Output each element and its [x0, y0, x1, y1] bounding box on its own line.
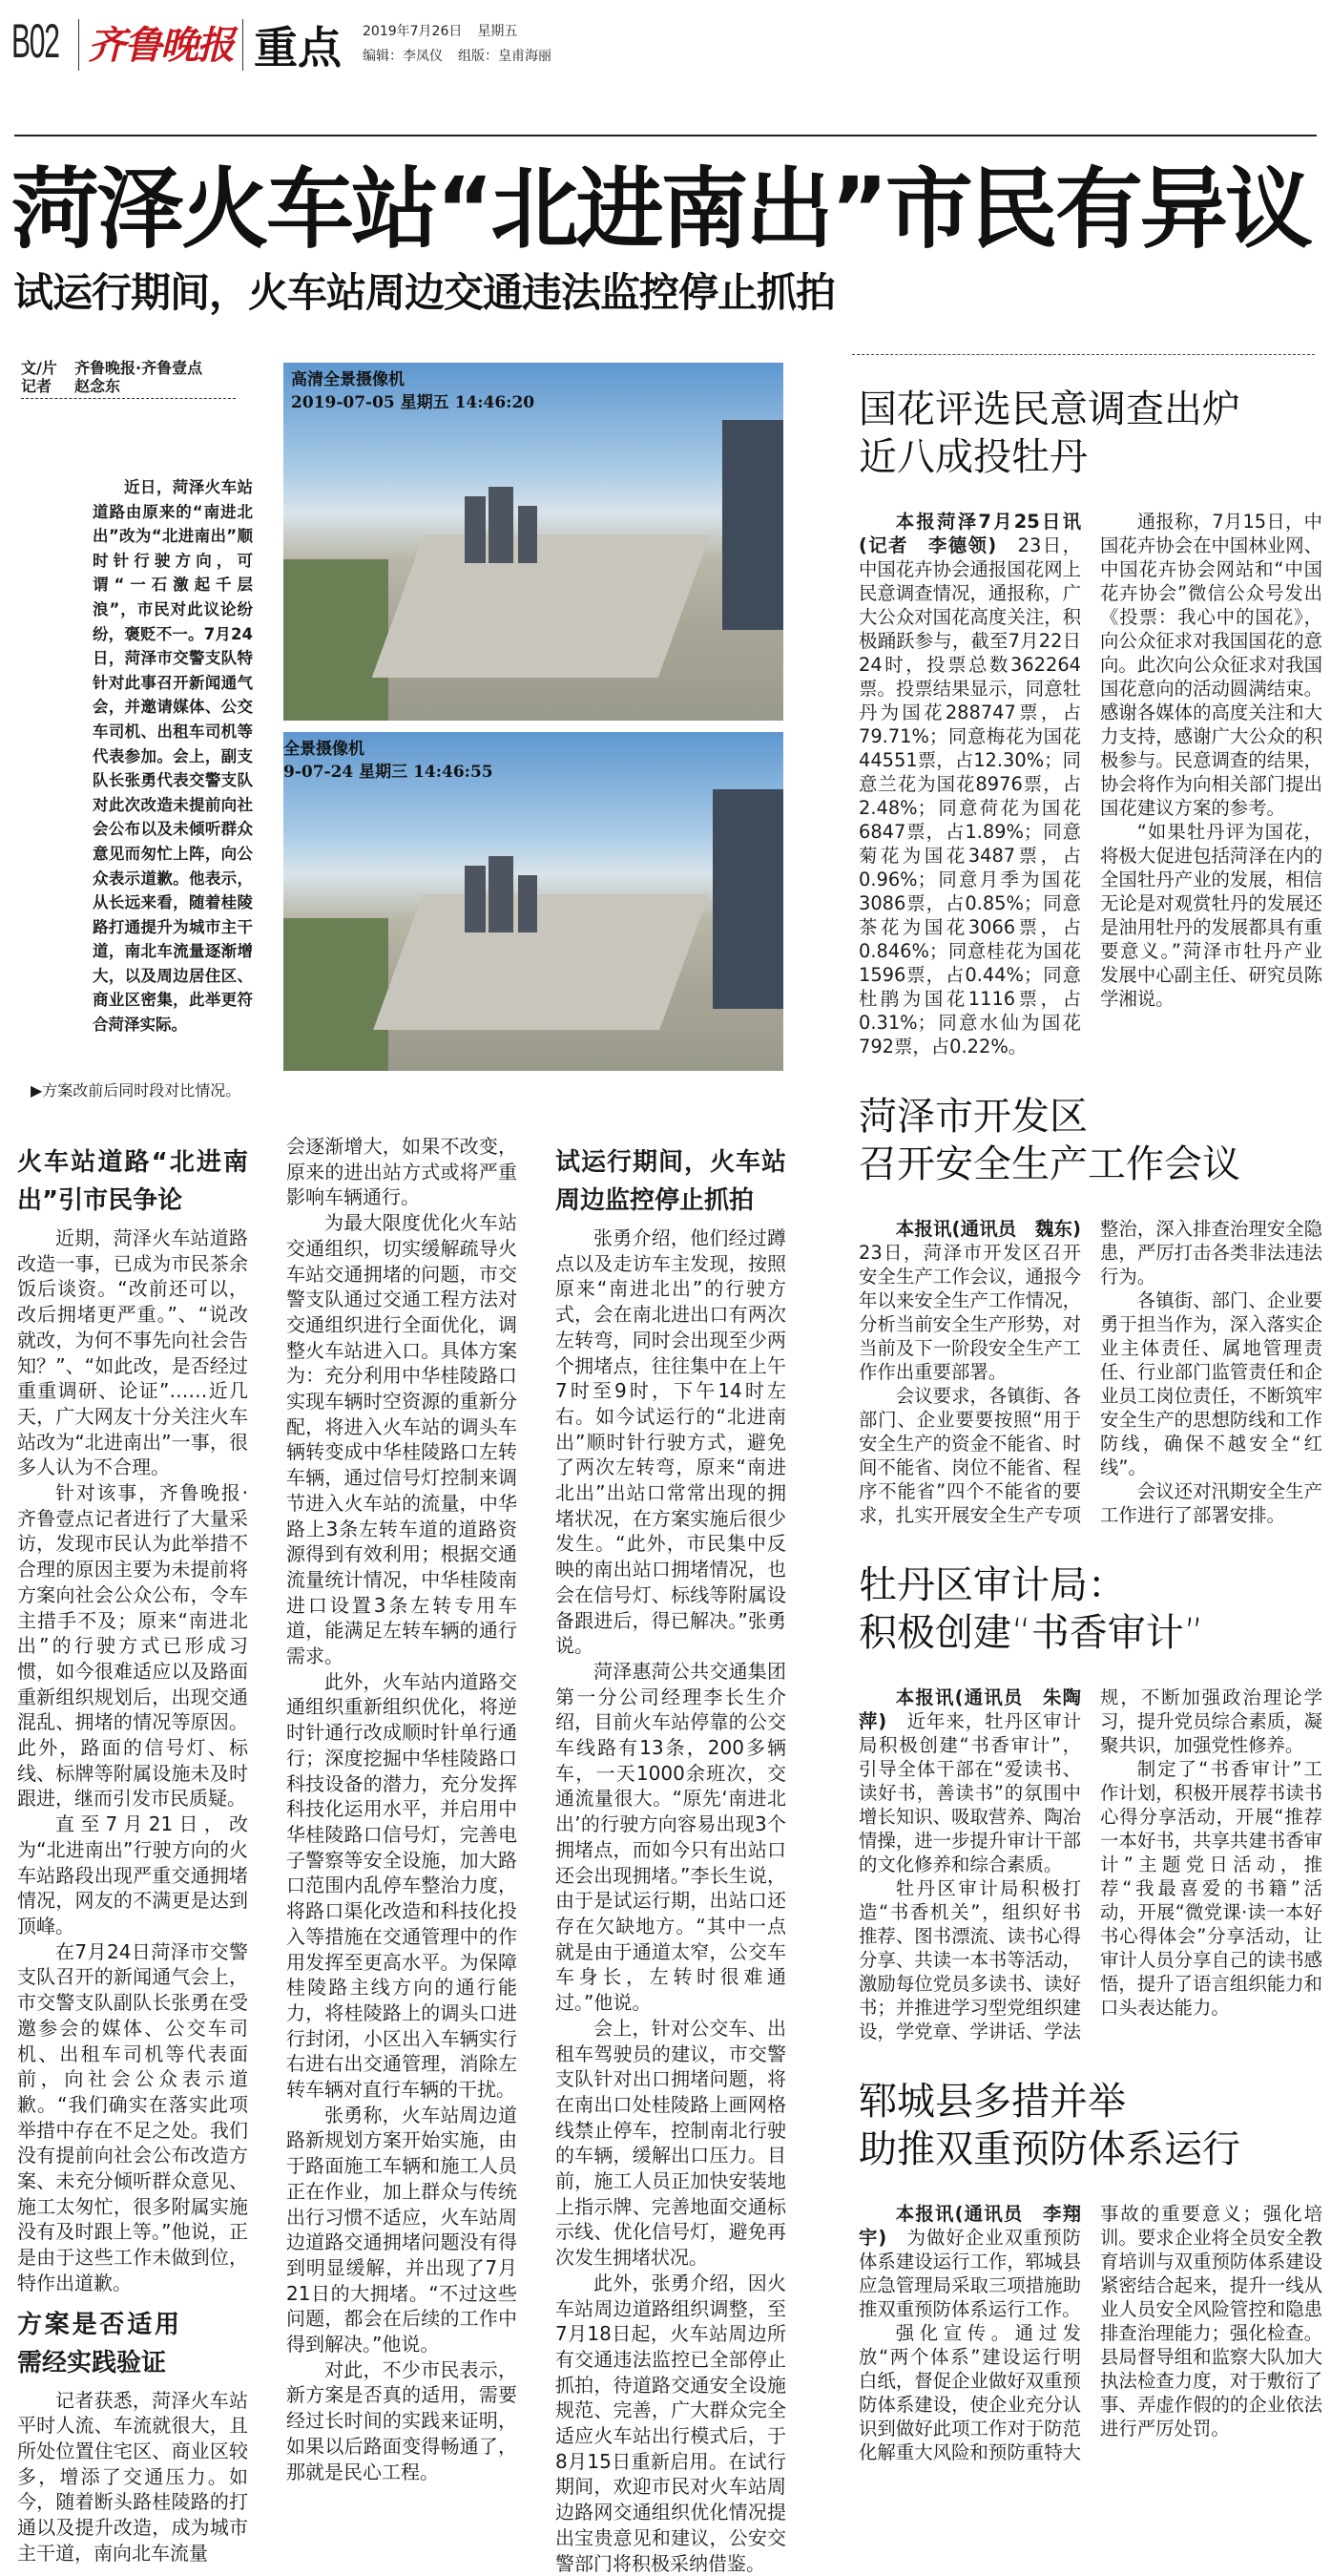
- article: [859, 2078, 1322, 2464]
- main-headline: 菏泽火车站“北进南出”市民有异议: [11, 158, 1310, 261]
- layout-editor: 组版：皇甫海丽: [458, 49, 551, 64]
- photo-caption: ▶方案改前后同时段对比情况。: [31, 1081, 241, 1100]
- photo-after: [283, 732, 783, 1071]
- article-headline: [859, 1093, 1322, 1188]
- lead-column-2: [286, 1134, 517, 2484]
- headline-line: 积极创建“书香审计”: [859, 1611, 1204, 1655]
- byline-label: 文/片: [21, 359, 57, 377]
- divider: [242, 19, 243, 71]
- dateline: 本报讯(通讯员 魏东): [895, 1218, 1081, 1240]
- paragraph: 会议还对汛期安全生产工作进行了部署安排。: [1100, 1480, 1322, 1526]
- headline-line: 国花评选民意调查出炉: [859, 387, 1240, 431]
- paragraph: [859, 1686, 1081, 1876]
- paragraph: 会议要求，各镇街、各部门、企业要要按照“用于安全生产的资金不能省、时间不能省、岗位不能省、程序不能省”四个不能省的要求，扎实开展安全生产专项整治，深入排查治理安全隐患，严厉打击各类非法违法行为。: [859, 1218, 1322, 1526]
- dateline: 本报讯(通讯员 朱陶萍): [859, 1686, 1081, 1732]
- editor: 编辑：李凤仪: [363, 49, 443, 64]
- paragraph: 牡丹区审计局积极打造“书香机关”，组织好书推荐、图书漂流、读书心得分享、共读一本书等活动，激励每位党员多读书、读好书；并推进学习型党组织建设，学党章、学讲话、学法规，不断加强政治理论学习，提升党员综合素质，凝聚共识，加强党性修养。: [859, 1686, 1322, 2042]
- byline-value: 赵念东: [74, 377, 121, 395]
- paragraph: 在7月24日菏泽市交警支队召开的新闻通气会上，市交警支队副队长张勇在受邀参会的媒体、公交车司机、出租车司机等代表面前，向社会公众表示道歉。“我们确实在落实此项举措中存在不足之处。我们没有提前向社会公布改造方案、未充分倾听群众意见、施工太匆忙，很多附属实施没有及时跟上等。”他说，正是由于这些工作未做到位，特作出道歉。: [17, 1939, 248, 2294]
- article: [859, 386, 1322, 1058]
- byline-label: 记者: [21, 377, 52, 395]
- page-number: B02: [11, 14, 59, 68]
- paragraph: 记者获悉，菏泽火车站平时人流、车流就很大，且所处位置住宅区、商业区较多，增添了交通压力。如今，随着断头路桂陵路的打通以及提升改造，成为城市主干道，南向北车流量: [17, 2388, 248, 2565]
- camera-name: 高清全景摄像机: [291, 370, 405, 389]
- paragraph: 制定了“书香审计”工作计划，积极开展荐书读书心得分享活动，开展“推荐一本好书，共享共建书香审计”主题党日活动，推荐“我最喜爱的书籍”活动，开展“微党课·读一本好书心得体会”分享活动，让审计人员分享自己的读书感悟，提升了语言组织能力和口头表达能力。: [1100, 1758, 1322, 2019]
- paragraph: [859, 2202, 1081, 2321]
- headline-line: 牡丹区审计局：: [859, 1563, 1126, 1607]
- article-headline: [859, 1561, 1322, 1657]
- byline: [21, 359, 236, 399]
- section-heading: 火车站道路“北进南出”引市民争论: [17, 1148, 248, 1215]
- paragraph: 强化宣传。通过发放“两个体系”建设运行明白纸，督促企业做好双重预防体系建设，使企业充分认识到做好此项工作对于防范化解重大风险和预防重特大事故的重要意义；强化培训。要求企业将全员安全教育培训与双重预防体系建设紧密结合起来，提升一线从业人员安全风险管控和隐患排查治理能力；强化检查。县局督导组和监察大队加大执法检查力度，对于敷衍了事、弄虚作假的的企业依法进行严厉处罚。: [859, 2203, 1322, 2463]
- date: 2019年7月26日: [363, 24, 463, 39]
- lead-intro: 近日，菏泽火车站道路由原来的“南进北出”改为“北进南出”顺时针行驶方向，可谓“一石激起千层浪”，市民对此议论纷纷，褒贬不一。7月24日，菏泽市交警支队特针对此事召开新闻通气会，并邀请媒体、公交车司机、出租车司机等代表参加。会上，副支队长张勇代表交警支队对此次改造未提前向社会公布以及未倾听群众意见而匆忙上阵，向公众表示道歉。他表示，从长远来看，随着桂陵路打通提升为城市主干道，南北车流量逐渐增大，以及周边居住区、商业区密集，此举更符合菏泽实际。: [93, 478, 253, 1035]
- article-body: [859, 2202, 1322, 2464]
- camera-timestamp: 9-07-24 星期三 14:46:55: [283, 763, 493, 782]
- paragraph: 此外，火车站内道路交通组织重新组织优化，将逆时针通行改成顺时针单行通行；深度挖掘中华桂陵路口科技设备的潜力，充分发挥科技化运用水平，并启用中华桂陵路口信号灯，完善电子警察等安全设施，加大路口范围内乱停车整治力度，将路口渠化改造和科技化投入等措施在交通管理中的作用发挥至更高水平。为保障桂陵路主线方向的通行能力，将桂陵路上的调头口进行封闭，小区出入车辆实行右进右出交通管理，消除左转车辆对直行车辆的干扰。: [286, 1669, 517, 2102]
- headline-line: 郓城县多措并举: [859, 2080, 1126, 2124]
- article-headline: [859, 386, 1322, 481]
- weekday: 星期五: [477, 24, 518, 39]
- credits: [363, 46, 567, 65]
- headline-line: 近八成投牡丹: [859, 435, 1088, 479]
- paragraph: [859, 1217, 1081, 1384]
- headline-line: 助推双重预防体系运行: [859, 2127, 1240, 2171]
- section-heading: 试运行期间，火车站周边监控停止抓拍: [555, 1148, 786, 1215]
- paragraph: 为最大限度优化火车站交通组织，切实缓解疏导火车站交通拥堵的问题，市交警支队通过交通工程方法对交通组织进行全面优化，调整火车站进入口。具体方案为：充分利用中华桂陵路口实现车辆时空资源的重新分配，将进入火车站的调头车辆转变成中华桂陵路口左转车辆，通过信号灯控制来调节进入火车站的流量，中华路上3条左转车道的道路资源得到有效利用；根据交通流量统计情况，中华桂陵南进口设置3条左转专用车道，能满足左转车辆的通行需求。: [286, 1211, 517, 1668]
- lead-column-1: [17, 1143, 248, 2566]
- paragraph-text: 23日，中国花卉协会通报国花网上民意调查情况，通报称，广大公众对国花高度关注，积极踊跃参与，截至7月22日24时，投票总数362264票。投票结果显示，同意牡丹为国花288747票，占79.71%；同意梅花为国花44551票，占12.30%；同意兰花为国花8976票，占2.48%；同意荷花为国花6847票，占1.89%；同意菊花为国花3487票，占0.96%；同意月季为国花3086票，占0.85%；同意茶花为国花3066票，占0.846%；同意桂花为国花1596票，占0.44%；同意杜鹃为国花1116票，占0.31%；同意水仙为国花792票，占0.22%。: [859, 534, 1081, 1058]
- camera-overlay: [283, 738, 493, 784]
- article: [859, 1561, 1322, 2043]
- article-headline: [859, 2078, 1322, 2173]
- dateline: 本报讯(通讯员 李翔宇): [859, 2203, 1081, 2249]
- newspaper-logo: 齐鲁晚报: [88, 23, 233, 68]
- paragraph-text: 近年来，牡丹区审计局积极创建“书香审计”，引导全体干部在“爱读书、读好书，善读书”的氛围中增长知识、吸取营养、陶冶情操，进一步提升审计干部的文化修养和综合素质。: [859, 1710, 1081, 1875]
- paragraph-text: 23日，菏泽市开发区召开安全生产工作会议，通报今年以来安全生产工作情况，分析当前安全生产形势，对当前及下一阶段安全生产工作作出重要部署。: [859, 1242, 1081, 1383]
- paragraph: 针对该事，齐鲁晚报·齐鲁壹点记者进行了大量采访，发现市民认为此举措不合理的原因主要为未提前将方案向社会公众公布，令车主措手不及；原来“南进北出”的行驶方式已形成习惯，如今很难适应以及路面重新组织规划后，出现交通混乱、拥堵的情况等原因。此外，路面的信号灯、标线、标牌等附属设施未及时跟进，继而引发市民质疑。: [17, 1481, 248, 1811]
- divider: [852, 354, 1315, 355]
- dateline: 本报菏泽7月25日讯(记者 李德领): [859, 511, 1081, 556]
- paragraph: 张勇称，火车站周边道路新规划方案开始实施，由于路面施工车辆和施工人员正在作业，加上群众与传统出行习惯不适应，火车站周边道路交通拥堵问题没有得到明显缓解，并出现了7月21日的大拥堵。“不过这些问题，都会在后续的工作中得到解决。”他说。: [286, 2103, 517, 2356]
- section-title: 重点: [254, 22, 342, 73]
- photo-before: [283, 363, 783, 721]
- paragraph: “如果牡丹评为国花，将极大促进包括菏泽在内的全国牡丹产业的发展，相信无论是对观赏牡丹的发展还是油用牡丹的发展都具有重要意义。”菏泽市牡丹产业发展中心副主任、研究员陈学湘说。: [1100, 821, 1322, 1010]
- paragraph: 近期，菏泽火车站道路改造一事，已成为市民茶余饭后谈资。“改前还可以，改后拥堵更严重。”、“说改就改，为何不事先向社会告知？”、“如此改，是否经过重重调研、论证”……近几天，广大网友十分关注火车站改为“北进南出”一事，很多人认为不合理。: [17, 1226, 248, 1479]
- section-heading: 方案是否适用需经实践验证: [17, 2310, 179, 2377]
- paragraph: 直至7月21日，改为“北进南出”行驶方向的火车站路段出现严重交通拥堵情况，网友的不满更是达到顶峰。: [17, 1812, 248, 1937]
- paragraph: 各镇街、部门、企业要勇于担当作为，深入落实企业主体责任、属地管理责任、行业部门监管责任和企业员工岗位责任，不断筑牢安全生产的思想防线和工作防线，确保不越安全“红线”。: [1100, 1289, 1322, 1478]
- article-body: [859, 1217, 1322, 1527]
- issue-date: [363, 21, 532, 40]
- camera-overlay: [291, 368, 534, 414]
- paragraph: 对此，不少市民表示，新方案是否真的适用，需要经过长时间的实践来证明，如果以后路面变得畅通了，那就是民心工程。: [286, 2357, 517, 2483]
- paragraph: 菏泽惠菏公共交通集团第一分公司经理李长生介绍，目前火车站停靠的公交车线路有13条，200多辆车，一天1000余班次，交通流量很大。“原先‘南进北出’的行驶方向容易出现3个拥堵点，而如今只有出站口还会出现拥堵。”李长生说，由于是试运行期，出站口还存在欠缺地方。“其中一点就是由于通道太窄，公交车车身长，左转时很难通过。”他说。: [555, 1659, 786, 2015]
- paragraph: 会逐渐增大，如果不改变，原来的进出站方式或将严重影响车辆通行。: [286, 1135, 517, 1209]
- camera-timestamp: 2019-07-05 星期五 14:46:20: [291, 393, 535, 412]
- paragraph: 张勇介绍，他们经过蹲点以及走访车主发现，按照原来“南进北出”的行驶方式，会在南北进出口有两次左转弯，同时会出现至少两个拥堵点，往往集中在上午7时至9时，下午14时左右。如今试运行的“北进南出”顺时针行驶方式，避免了两次左转弯，原来“南进北出”出站口常常出现的拥堵状况，在方案实施后很少发生。“此外，市民集中反映的南出站口拥堵情况，也会在信号灯、标线等附属设备跟进后，得已解决。”张勇说。: [555, 1226, 786, 1658]
- paragraph: 此外，张勇介绍，因火车站周边道路组织调整，至7月18日起，火车站周边所有交通违法监控已全部停止抓拍，待道路交通安全设施规范、完善，广大群众完全适应火车站出行模式后，于8月15日重新启用。在试行期间，欢迎市民对火车站周边路网交通组织优化情况提出宝贵意见和建议，公安交警部门将积极采纳借鉴。: [555, 2271, 786, 2575]
- paragraph: 通报称，7月15日，中国花卉协会在中国林业网、中国花卉协会网站和“中国花卉协会”微信公众号发出《投票：我心中的国花》，向公众征求对我国国花的意向。此次向公众征求对我国国花意向的活动圆满结束。感谢各媒体的高度关注和大力支持，感谢广大公众的积极参与。民意调查的结果，协会将作为向相关部门提出国花建议方案的参考。: [1100, 511, 1322, 819]
- headline-line: 菏泽市开发区: [859, 1095, 1088, 1139]
- article-body: [859, 1686, 1322, 2043]
- paragraph-text: 为做好企业双重预防体系建设运行工作，郓城县应急管理局采取三项措施助推双重预防体系运行工作。: [859, 2227, 1081, 2320]
- article-body: [859, 510, 1322, 1058]
- side-stories: [859, 386, 1322, 2464]
- masthead-rule: [14, 135, 1317, 136]
- camera-name: 全景摄像机: [283, 740, 364, 759]
- byline-value: 齐鲁晚报·齐鲁壹点: [74, 359, 203, 377]
- lead-column-3: [555, 1143, 786, 2576]
- main-subheadline: 试运行期间，火车站周边交通违法监控停止抓拍: [13, 269, 836, 316]
- paragraph: [859, 510, 1081, 1058]
- headline-line: 召开安全生产工作会议: [859, 1142, 1240, 1186]
- paragraph: 会上，针对公交车、出租车驾驶员的建议，市交警支队针对出口拥堵问题，将在南出口处桂陵路上画网格线禁止停车，控制南北行驶的车辆，缓解出口压力。目前，施工人员正加快安装地上指示牌、完善地面交通标示线、优化信号灯，避免再次发生拥堵状况。: [555, 2016, 786, 2270]
- divider: [78, 19, 79, 71]
- article: [859, 1093, 1322, 1527]
